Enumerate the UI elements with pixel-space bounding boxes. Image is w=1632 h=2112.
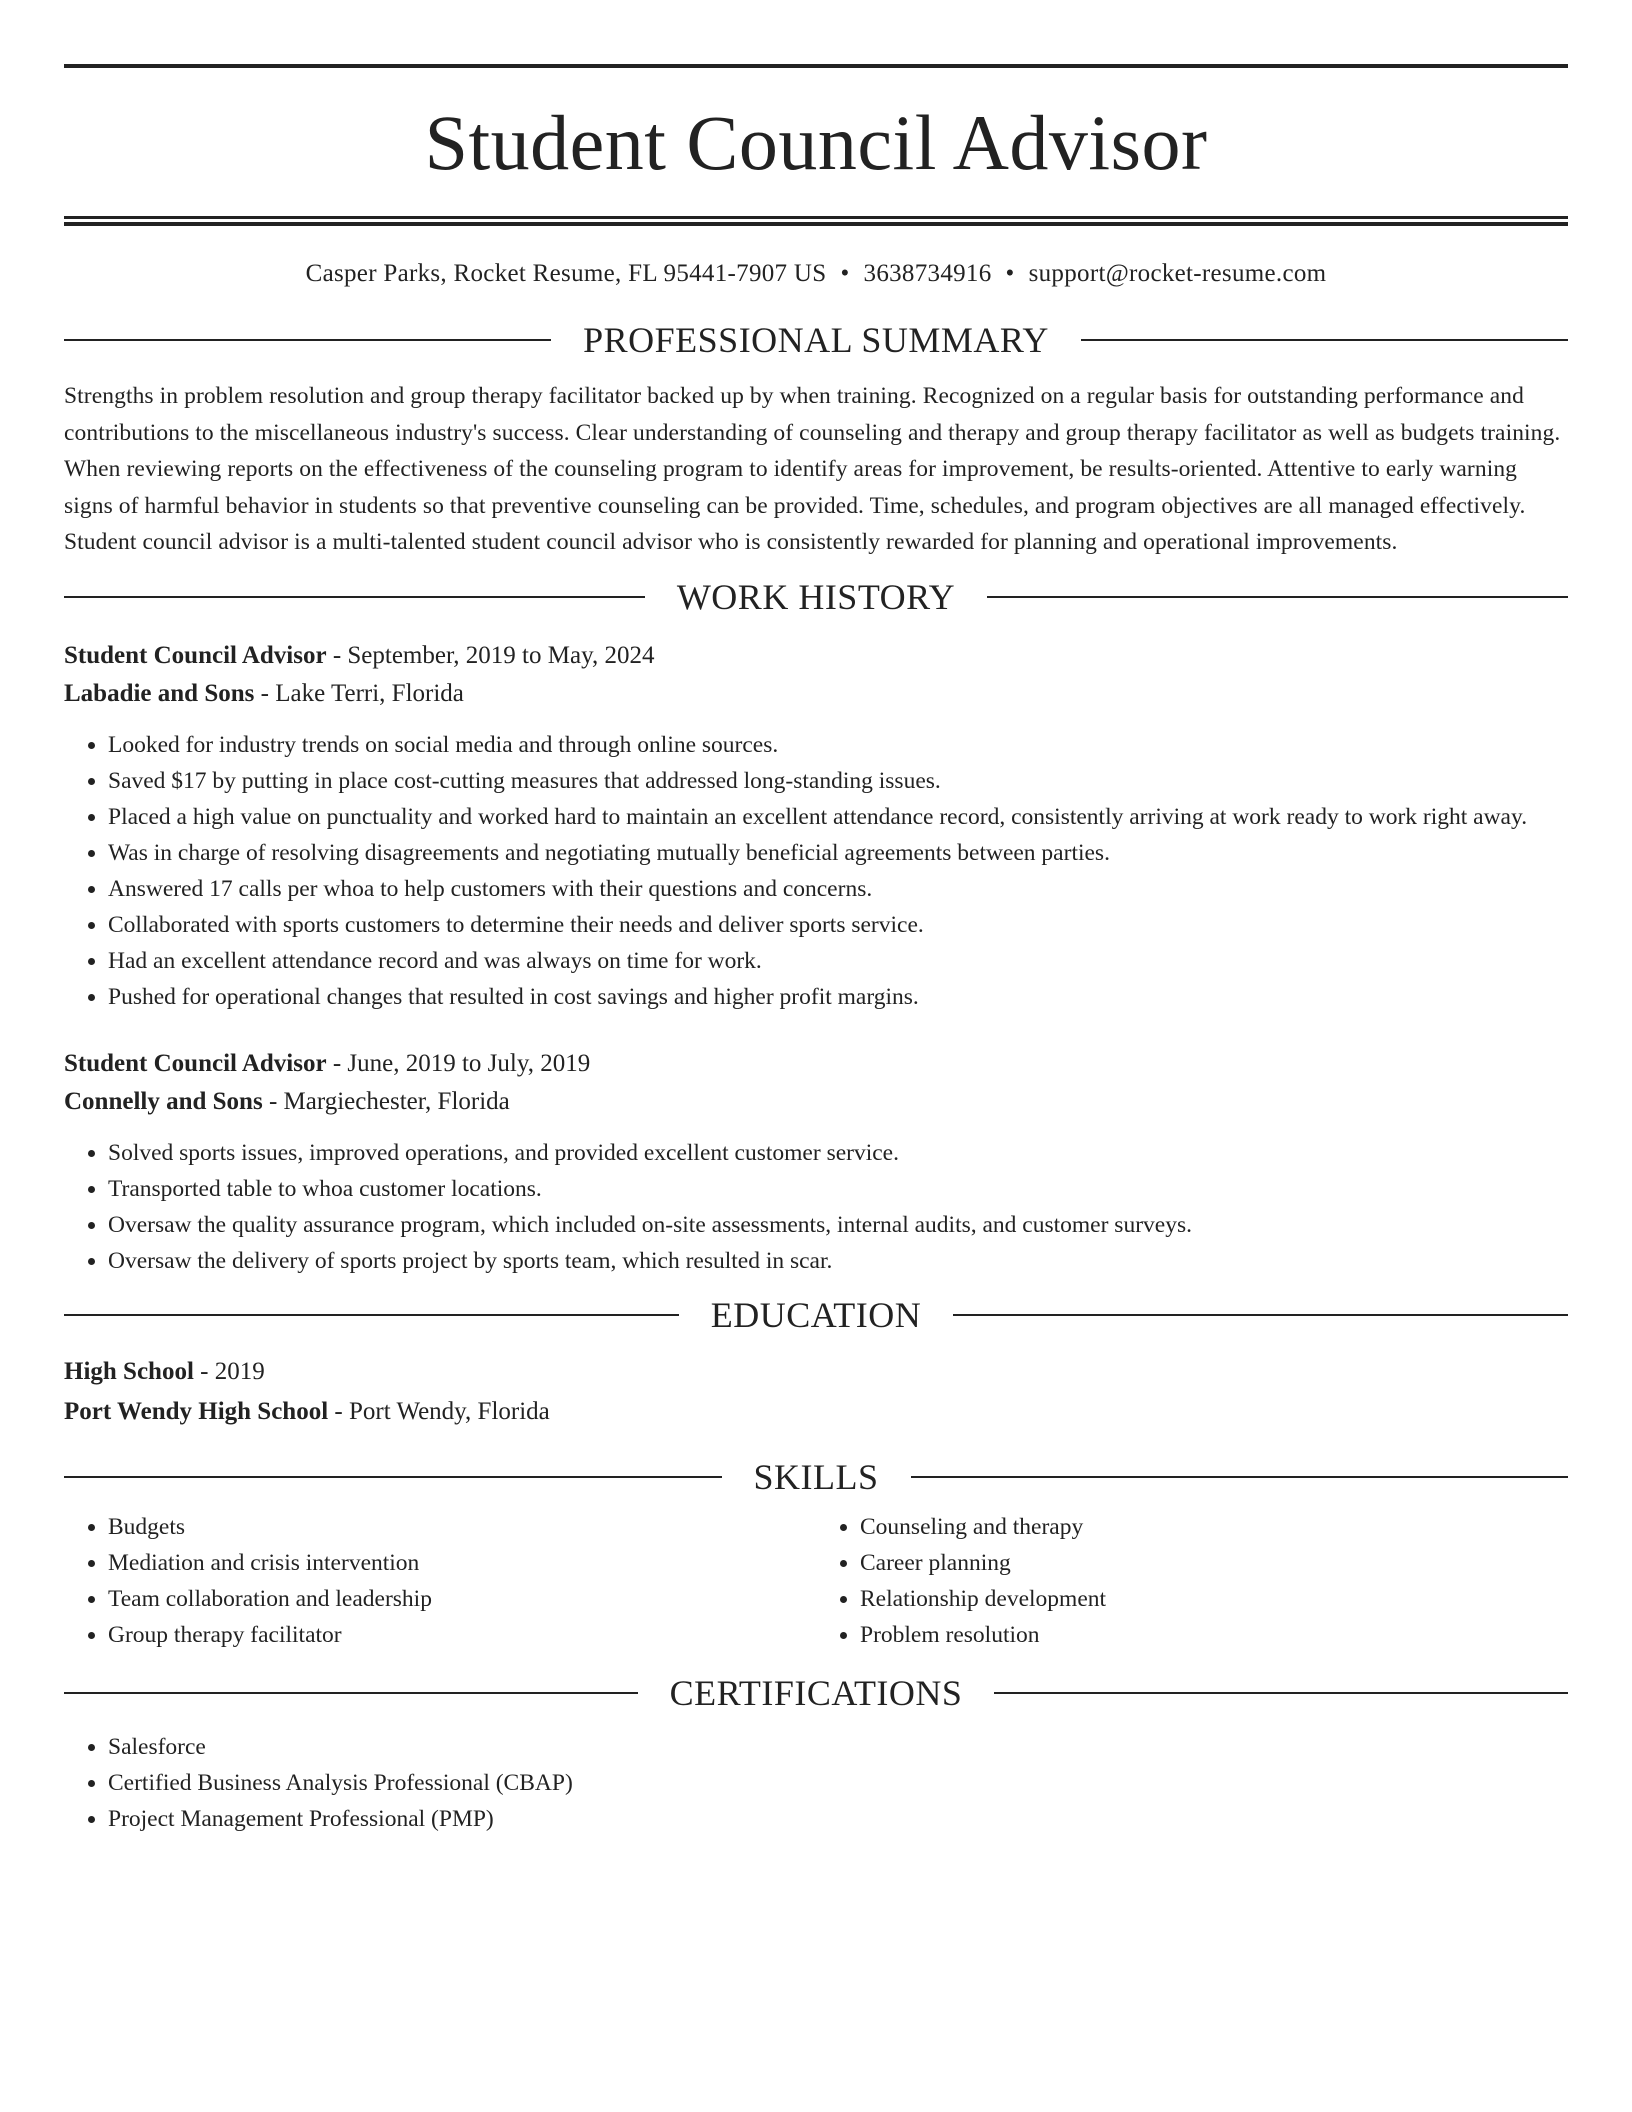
heading-rule: [994, 1692, 1568, 1694]
section-heading-education: [64, 1294, 1568, 1335]
education-school: Port Wendy High School: [64, 1397, 329, 1425]
job-dates: - September, 2019 to May, 2024: [326, 641, 655, 669]
job-location: - Lake Terri, Florida: [254, 679, 464, 707]
list-item: • Relationship development: [860, 1581, 1568, 1617]
list-item: • Oversaw the delivery of sports project by sports team, which resulted in scar.: [108, 1243, 1568, 1279]
list-item: • Had an excellent attendance record and was always on time for work.: [108, 943, 1568, 979]
list-item: • Salesforce: [108, 1729, 1568, 1765]
section-title: CERTIFICATIONS: [669, 1672, 963, 1713]
job-entry: [64, 637, 1568, 1015]
heading-rule: [1081, 339, 1568, 341]
contact-phone: 3638734916: [863, 260, 992, 287]
heading-rule: [911, 1476, 1569, 1478]
heading-rule: [64, 1476, 722, 1478]
job-location: - Margiechester, Florida: [262, 1087, 510, 1115]
list-item: • Project Management Professional (PMP): [108, 1801, 1568, 1837]
contact-separator: •: [1005, 260, 1015, 287]
contact-email: support@rocket-resume.com: [1028, 260, 1327, 287]
skills-grid: [64, 1509, 1568, 1653]
list-item: • Answered 17 calls per whoa to help customers with their questions and concerns.: [108, 871, 1568, 907]
list-item: • Certified Business Analysis Professional (CBAP): [108, 1765, 1568, 1801]
job-company: Connelly and Sons: [64, 1087, 263, 1115]
list-item: • Transported table to whoa customer locations.: [108, 1171, 1568, 1207]
job-bullets: [64, 1135, 1568, 1279]
page-title: Student Council Advisor: [424, 99, 1208, 186]
list-item: • Mediation and crisis intervention: [108, 1545, 816, 1581]
list-item: • Group therapy facilitator: [108, 1617, 816, 1653]
list-item: • Oversaw the quality assurance program, which included on-site assessments, internal audits, and customer surveys.: [108, 1207, 1568, 1243]
list-item: • Career planning: [860, 1545, 1568, 1581]
education-school-line: [64, 1393, 1568, 1431]
section-title: WORK HISTORY: [676, 576, 956, 617]
education-entry: [64, 1353, 1568, 1431]
heading-rule: [64, 339, 551, 341]
job-title-line: [64, 637, 1568, 675]
list-item: • Was in charge of resolving disagreements and negotiating mutually beneficial agreements between parties.: [108, 835, 1568, 871]
heading-rule: [64, 596, 645, 598]
education-location: - Port Wendy, Florida: [328, 1397, 550, 1425]
list-item: • Looked for industry trends on social media and through online sources.: [108, 727, 1568, 763]
list-item: • Counseling and therapy: [860, 1509, 1568, 1545]
title-double-rule: [64, 216, 1568, 226]
job-title-line: [64, 1045, 1568, 1083]
list-item: • Saved $17 by putting in place cost-cutting measures that addressed long-standing issues.: [108, 763, 1568, 799]
list-item: • Team collaboration and leadership: [108, 1581, 816, 1617]
section-title: SKILLS: [753, 1456, 879, 1497]
summary-text: Strengths in problem resolution and group therapy facilitator backed up by when training. Recognized on a regular basis for outstanding performance and contributions to the miscellaneous industry's success. Clear understanding of counseling and therapy and group therapy facilitator as well as budgets training. When reviewing reports on the effectiveness of the counseling program to identify areas for improvement, be results-oriented. Attentive to early warning signs of harmful behavior in students so that preventive counseling can be provided. Time, schedules, and program objectives are all managed effectively. Student council advisor is a multi-talented student council advisor who is consistently rewarded for planning and operational improvements.: [64, 383, 1561, 555]
skills-list-left: [64, 1509, 816, 1653]
list-item: • Collaborated with sports customers to determine their needs and deliver sports service.: [108, 907, 1568, 943]
heading-rule: [987, 596, 1568, 598]
job-title: Student Council Advisor: [64, 1049, 327, 1077]
skills-list-right: [816, 1509, 1568, 1653]
job-entry: [64, 1045, 1568, 1279]
list-item: • Solved sports issues, improved operations, and provided excellent customer service.: [108, 1135, 1568, 1171]
list-item: • Budgets: [108, 1509, 816, 1545]
job-title: Student Council Advisor: [64, 641, 327, 669]
contact-separator: •: [840, 260, 850, 287]
job-bullets: [64, 727, 1568, 1015]
job-company-line: [64, 675, 1568, 713]
section-heading-work: [64, 576, 1568, 617]
section-title: EDUCATION: [710, 1294, 922, 1335]
section-heading-certifications: [64, 1672, 1568, 1713]
section-heading-skills: [64, 1456, 1568, 1497]
list-item: • Pushed for operational changes that resulted in cost savings and higher profit margins.: [108, 979, 1568, 1015]
heading-rule: [64, 1314, 679, 1316]
job-company: Labadie and Sons: [64, 679, 255, 707]
certifications-list: [64, 1729, 1568, 1837]
heading-rule: [953, 1314, 1568, 1316]
contact-address: Casper Parks, Rocket Resume, FL 95441-7907 US: [305, 260, 827, 287]
education-degree-line: [64, 1353, 1568, 1391]
list-item: • Placed a high value on punctuality and worked hard to maintain an excellent attendance record, consistently arriving at work ready to work right away.: [108, 799, 1568, 835]
education-degree: High School: [64, 1357, 194, 1385]
job-dates: - June, 2019 to July, 2019: [326, 1049, 591, 1077]
resume-page: [64, 64, 1568, 1837]
job-company-line: [64, 1083, 1568, 1121]
section-title: PROFESSIONAL SUMMARY: [583, 320, 1049, 360]
education-year: - 2019: [193, 1357, 265, 1385]
top-rule: [64, 64, 1568, 68]
section-heading-summary: [64, 322, 1568, 358]
list-item: • Problem resolution: [860, 1617, 1568, 1653]
contact-line: [64, 260, 1568, 288]
heading-rule: [64, 1692, 638, 1694]
